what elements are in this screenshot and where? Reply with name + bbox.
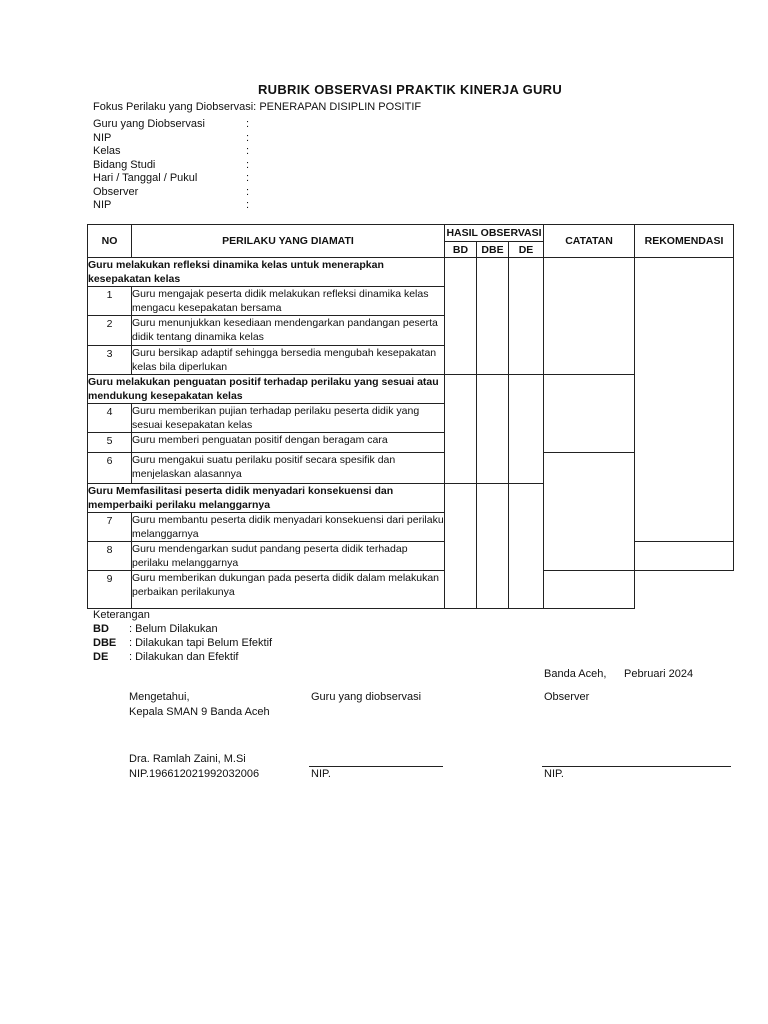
identity-label-class: Kelas bbox=[93, 145, 121, 157]
cell-notes[interactable] bbox=[544, 375, 635, 453]
signature-col1-name: Dra. Ramlah Zaini, M.Si bbox=[129, 753, 246, 765]
item-number: 7 bbox=[88, 513, 132, 542]
identity-colon: : bbox=[246, 159, 250, 171]
item-number: 4 bbox=[88, 404, 132, 433]
document-title: RUBRIK OBSERVASI PRAKTIK KINERJA GURU bbox=[257, 82, 563, 97]
cell-dbe[interactable] bbox=[477, 484, 509, 609]
signature-col3-nip: NIP. bbox=[544, 768, 564, 780]
cell-de[interactable] bbox=[509, 484, 544, 609]
legend-code: BD bbox=[93, 623, 109, 635]
signature-date: Pebruari 2024 bbox=[624, 668, 694, 680]
identity-colon: : bbox=[246, 172, 250, 184]
item-number: 5 bbox=[88, 433, 132, 453]
identity-label-teacher: Guru yang Diobservasi bbox=[93, 118, 205, 130]
focus-value: PENERAPAN DISIPLIN POSITIF bbox=[259, 101, 422, 113]
identity-label-nip: NIP bbox=[93, 132, 112, 144]
identity-colon: : bbox=[246, 132, 250, 144]
item-text: Guru mendengarkan sudut pandang peserta didik terhadap perilaku melanggarnya bbox=[132, 542, 445, 571]
header-behavior: PERILAKU YANG DIAMATI bbox=[132, 225, 445, 258]
item-text: Guru memberi penguatan positif dengan beragam cara bbox=[132, 433, 445, 453]
signature-col1-role: Kepala SMAN 9 Banda Aceh bbox=[129, 706, 270, 718]
cell-notes[interactable] bbox=[544, 258, 635, 375]
item-number: 1 bbox=[88, 287, 132, 316]
cell-bd[interactable] bbox=[445, 484, 477, 609]
signature-col2-label: Guru yang diobservasi bbox=[311, 691, 422, 703]
item-text: Guru bersikap adaptif sehingga bersedia mengubah kesepakatan kelas bila diperlukan bbox=[132, 346, 445, 375]
signature-col1-label: Mengetahui, bbox=[129, 691, 190, 703]
identity-colon: : bbox=[246, 145, 250, 157]
cell-dbe[interactable] bbox=[477, 375, 509, 484]
focus-label: Fokus Perilaku yang Diobservasi: bbox=[93, 101, 257, 113]
item-number: 6 bbox=[88, 453, 132, 484]
cell-bd[interactable] bbox=[445, 258, 477, 375]
cell-bd[interactable] bbox=[445, 375, 477, 484]
identity-label-datetime: Hari / Tanggal / Pukul bbox=[93, 172, 198, 184]
header-no: NO bbox=[88, 225, 132, 258]
signature-col2-nip: NIP. bbox=[311, 768, 331, 780]
cell-recommendation[interactable] bbox=[544, 571, 635, 609]
signature-place: Banda Aceh, bbox=[544, 668, 607, 680]
signature-col3-label: Observer bbox=[544, 691, 590, 703]
cell-dbe[interactable] bbox=[477, 258, 509, 375]
item-text: Guru mengakui suatu perilaku positif secara spesifik dan menjelaskan alasannya bbox=[132, 453, 445, 484]
item-number: 2 bbox=[88, 316, 132, 346]
header-notes: CATATAN bbox=[544, 225, 635, 258]
cell-notes[interactable] bbox=[544, 453, 635, 571]
identity-colon: : bbox=[246, 118, 250, 130]
header-recommendation: REKOMENDASI bbox=[635, 225, 734, 258]
legend-code: DBE bbox=[93, 637, 117, 649]
header-dbe: DBE bbox=[477, 242, 509, 258]
legend-desc: : Dilakukan tapi Belum Efektif bbox=[129, 637, 273, 649]
rubric-table bbox=[87, 224, 734, 609]
item-number: 9 bbox=[88, 571, 132, 609]
signature-line-observer bbox=[542, 766, 731, 767]
legend-title: Keterangan bbox=[93, 609, 150, 621]
identity-label-observer: Observer bbox=[93, 186, 139, 198]
section-title: Guru Memfasilitasi peserta didik menyadari konsekuensi dan memperbaiki perilaku melanggarnya bbox=[88, 484, 445, 513]
legend-code: DE bbox=[93, 651, 109, 663]
cell-de[interactable] bbox=[509, 375, 544, 484]
item-text: Guru mengajak peserta didik melakukan refleksi dinamika kelas mengacu kesepakatan bersama bbox=[132, 287, 445, 316]
cell-recommendation[interactable] bbox=[635, 258, 734, 542]
item-number: 8 bbox=[88, 542, 132, 571]
item-number: 3 bbox=[88, 346, 132, 375]
cell-recommendation[interactable] bbox=[635, 542, 734, 571]
identity-label-subject: Bidang Studi bbox=[93, 159, 156, 171]
identity-colon: : bbox=[246, 199, 250, 211]
item-text: Guru menunjukkan kesediaan mendengarkan pandangan peserta didik tentang dinamika kelas bbox=[132, 316, 445, 346]
identity-label-observer-nip: NIP bbox=[93, 199, 112, 211]
item-text: Guru memberikan dukungan pada peserta didik dalam melakukan perbaikan perilakunya bbox=[132, 571, 445, 609]
item-text: Guru membantu peserta didik menyadari konsekuensi dari perilaku melanggarnya bbox=[132, 514, 444, 540]
section-title: Guru melakukan penguatan positif terhadap perilaku yang sesuai atau mendukung kesepakatan kelas bbox=[88, 375, 445, 404]
cell-de[interactable] bbox=[509, 258, 544, 375]
header-bd: BD bbox=[445, 242, 477, 258]
item-text: Guru memberikan pujian terhadap perilaku peserta didik yang sesuai kesepakatan kelas bbox=[132, 404, 445, 433]
focus-line bbox=[93, 101, 421, 113]
legend-desc: : Dilakukan dan Efektif bbox=[129, 651, 239, 663]
header-result: HASIL OBSERVASI bbox=[445, 225, 544, 242]
header-de: DE bbox=[509, 242, 544, 258]
signature-line-teacher bbox=[309, 766, 443, 767]
identity-colon: : bbox=[246, 186, 250, 198]
legend-desc: : Belum Dilakukan bbox=[129, 623, 218, 635]
section-title: Guru melakukan refleksi dinamika kelas untuk menerapkan kesepakatan kelas bbox=[88, 258, 445, 287]
signature-col1-nip: NIP.196612021992032006 bbox=[129, 768, 260, 780]
